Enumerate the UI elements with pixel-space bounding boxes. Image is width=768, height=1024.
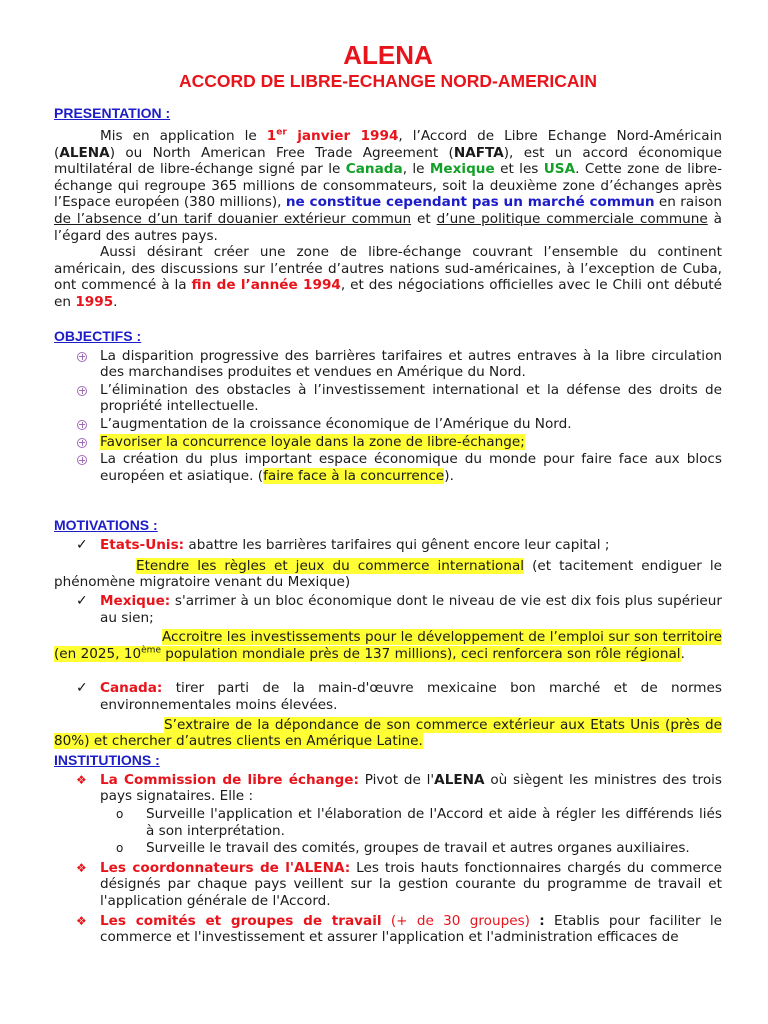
list-item: o Surveille le travail des comités, groupes de travail et autres organes auxiliaires. <box>116 840 690 857</box>
list-item: L’augmentation de la croissance économique de l’Amérique du Nord. <box>54 416 722 433</box>
diamond-icon: ❖ <box>76 913 87 928</box>
list-item: ❖ Les comités et groupes de travail (+ de 30 groupes) : Etablis pour faciliter le commerce et l'investissement et assurer l'application et l'administration efficaces de <box>76 912 722 946</box>
motivation-ca-detail: S’extraire de la dépondance de son commerce extérieur aux Etats Unis (près de 80%) et chercher d’autres clients en Amérique Latine. <box>54 716 722 750</box>
circle-plus-icon <box>77 455 87 465</box>
check-icon: ✓ <box>76 593 88 610</box>
presentation-paragraph-2: Aussi désirant créer une zone de libre-échange couvrant l’ensemble du continent américain, des discussions sur l’entrée d’autres nations sud-américaines, à l’exception de Cuba, ont commencé à la fin de l’année 1994, et des négociations officielles avec le Chili ont débuté en 1995. <box>54 244 723 310</box>
list-item: ✓ Canada: tirer parti de la main-d'œuvre mexicaine bon marché et de normes environnementales moins élevées. <box>76 680 722 714</box>
institutions-section <box>54 752 722 946</box>
objectifs-heading: OBJECTIFS : <box>54 327 142 344</box>
list-item: L’élimination des obstacles à l’investissement international et la défense des droits de propriété intellectuelle. <box>54 382 722 415</box>
motivation-us-detail: Etendre les règles et jeux du commerce international (et tacitement endiguer le phénomène migratoire venant du Mexique) <box>54 557 722 591</box>
motivation-mx-detail: Accroitre les investissements pour le développement de l’emploi sur son territoire (en 2025, 10ème population mondiale près de 137 millions), ceci renforcera son rôle régional. <box>54 629 722 662</box>
presentation-heading: PRESENTATION : <box>54 105 171 121</box>
check-icon: ✓ <box>76 537 88 554</box>
list-item: o Surveille l'application et l'élaboration de l'Accord et aide à régler les différends liés à son interprétation. <box>116 806 722 839</box>
presentation-section <box>54 105 722 311</box>
list-item: ✓ Mexique: s'arrimer à un bloc économique dont le niveau de vie est dix fois plus supérieur au sien; <box>76 593 722 626</box>
motivations-heading: MOTIVATIONS : <box>54 517 158 534</box>
circle-plus-icon <box>77 438 87 448</box>
list-item: La disparition progressive des barrières tarifaires et autres entraves à la libre circulation des marchandises produites et vendues en Amérique du Nord. <box>54 348 722 381</box>
motivations-section <box>54 517 722 750</box>
list-item: Favoriser la concurrence loyale dans la zone de libre-échange; <box>54 434 722 451</box>
list-item: ❖ Les coordonnateurs de l'ALENA: Les trois hauts fonctionnaires chargés du commerce désignés par chaque pays veillent sur la gestion courante du programme de travail et l'application générale de l'Accord. <box>76 859 722 909</box>
list-item: ✓ Etats-Unis: abattre les barrières tarifaires qui gênent encore leur capital ; <box>76 537 610 554</box>
document-page <box>54 40 722 946</box>
list-item: La création du plus important espace économique du monde pour faire face aux blocs européen et asiatique. (faire face à la concurrence). <box>54 451 722 484</box>
circle-plus-icon <box>77 386 87 396</box>
circle-bullet-icon: o <box>116 807 124 821</box>
diamond-icon: ❖ <box>76 860 87 875</box>
list-item: ❖ La Commission de libre échange: Pivot de l'ALENA où siègent les ministres des trois pays signataires. Elle : <box>76 771 723 805</box>
objectifs-section <box>54 328 722 485</box>
date-highlight: 1er janvier 1994 <box>266 127 399 144</box>
document-subtitle: ACCORD DE LIBRE-ECHANGE NORD-AMERICAIN <box>178 71 598 91</box>
presentation-paragraph-1: Mis en application le 1er janvier 1994, l’Accord de Libre Echange Nord-Américain (ALENA) ou North American Free Trade Agreement (NAFTA), est un accord économique multilatéral de libre-échange signé par le Canada, le Mexique et les USA. Cette zone de libre-échange qui regroupe 365 millions de consommateurs, soit la deuxième zone d’échanges après l’Espace européen (380 millions), ne constitue cependant pas un marché commun en raison de l’absence d’un tarif douanier extérieur commun et d’une politique commerciale commune à l’égard des autres pays. <box>54 127 722 244</box>
check-icon: ✓ <box>76 680 88 697</box>
institutions-heading: INSTITUTIONS : <box>54 751 160 768</box>
document-title: ALENA <box>343 40 433 70</box>
circle-plus-icon <box>77 352 87 362</box>
circle-plus-icon <box>77 420 87 430</box>
circle-bullet-icon: o <box>116 841 124 856</box>
diamond-icon: ❖ <box>76 772 87 787</box>
